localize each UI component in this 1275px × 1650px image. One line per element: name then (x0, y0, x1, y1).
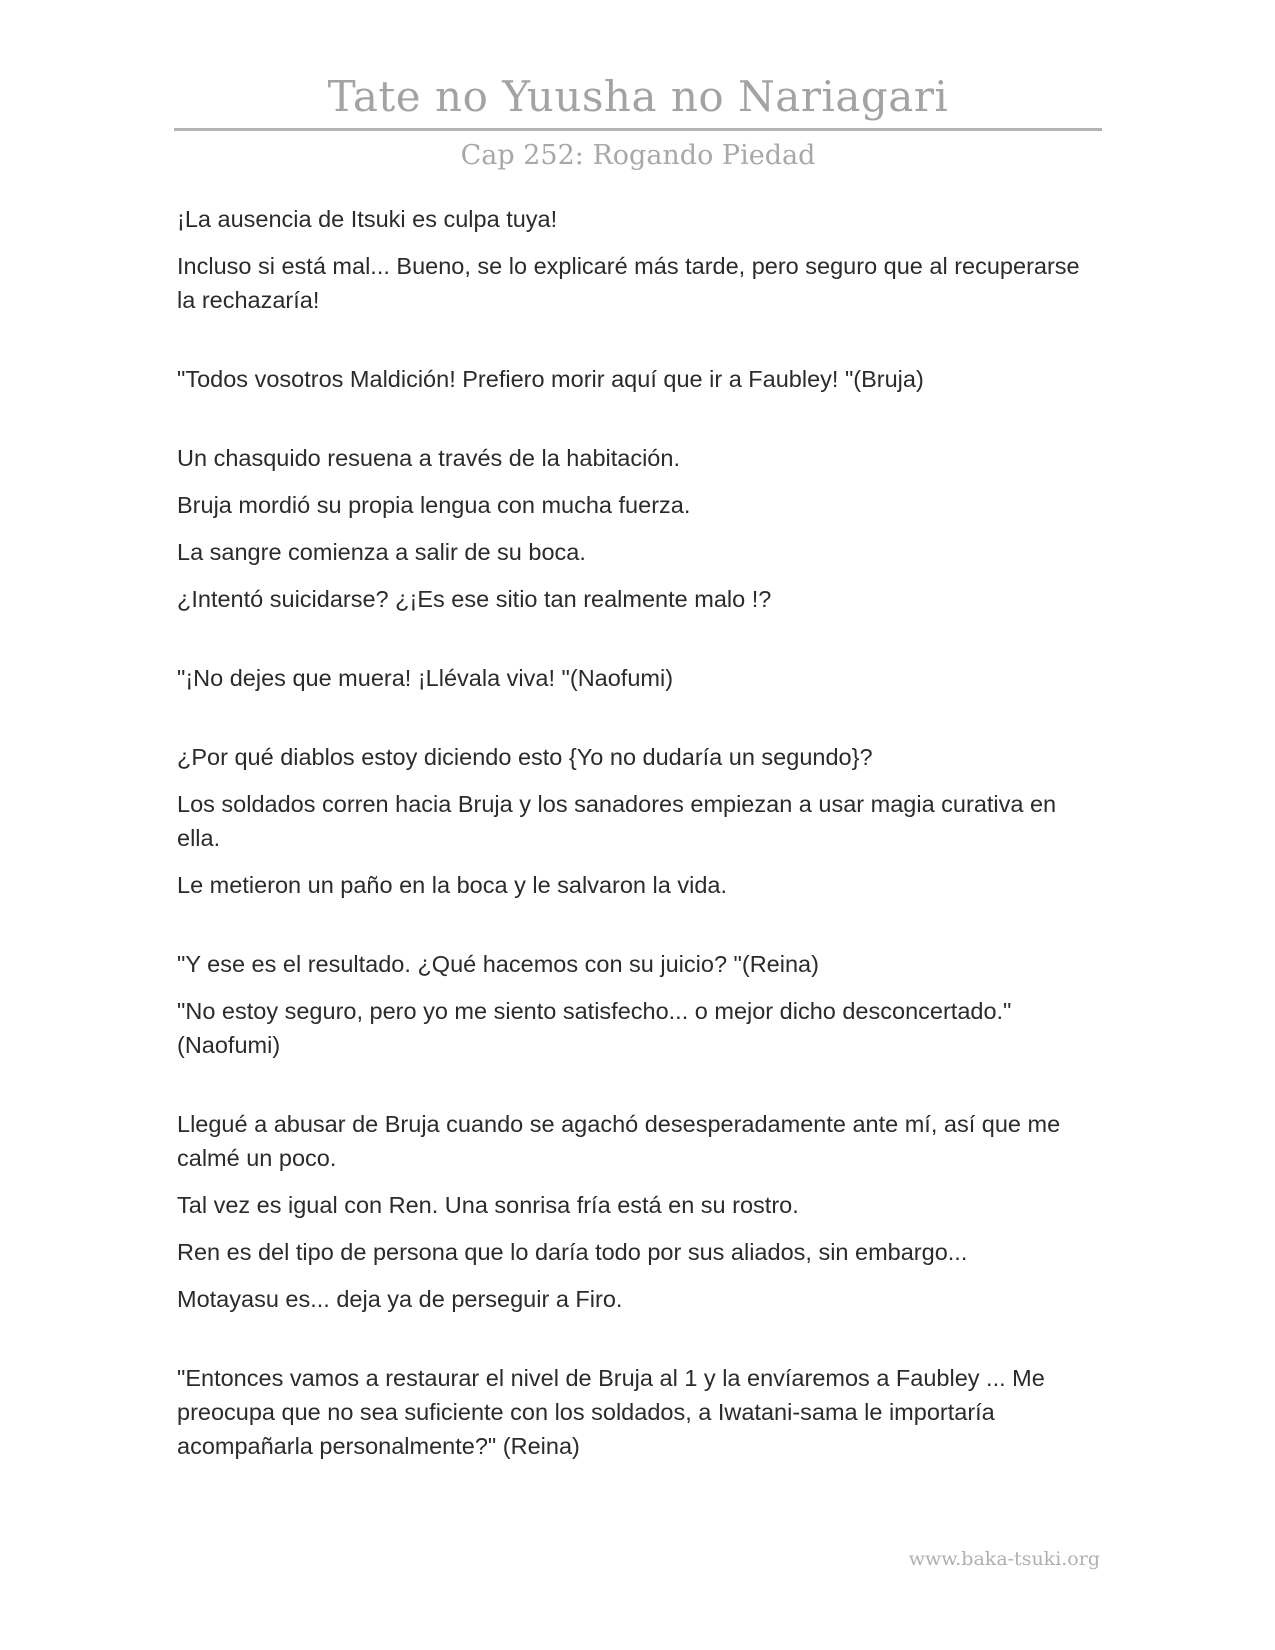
paragraph: "¡No dejes que muera! ¡Llévala viva! "(Naofumi) (177, 665, 674, 691)
chapter-body (177, 202, 1097, 1476)
paragraph: "No estoy seguro, pero yo me siento satisfecho... o mejor dicho desconcertado." (Naofumi) (177, 998, 1012, 1058)
page-header (174, 68, 1102, 177)
paragraph: "Entonces vamos a restaurar el nivel de Bruja al 1 y la envíaremos a Faubley ... Me preocupa que no sea suficiente con los soldados, a Iwatani-sama le importaría acompañarla personalmente?" (Reina) (177, 1365, 1045, 1459)
paragraph: Tal vez es igual con Ren. Una sonrisa fría está en su rostro. (177, 1192, 799, 1218)
paragraph: "Y ese es el resultado. ¿Qué hacemos con su juicio? "(Reina) (177, 951, 819, 977)
paragraph: "Todos vosotros Maldición! Prefiero morir aquí que ir a Faubley! "(Bruja) (177, 366, 924, 392)
paragraph: Incluso si está mal... Bueno, se lo explicaré más tarde, pero seguro que al recuperarse la rechazaría! (177, 253, 1080, 313)
paragraph: La sangre comienza a salir de su boca. (177, 539, 586, 565)
paragraph: Un chasquido resuena a través de la habitación. (177, 445, 680, 471)
paragraph: Los soldados corren hacia Bruja y los sanadores empiezan a usar magia curativa en ella. (177, 791, 1057, 851)
paragraph: Motayasu es... deja ya de perseguir a Firo. (177, 1286, 623, 1312)
paragraph: Bruja mordió su propia lengua con mucha fuerza. (177, 492, 691, 518)
paragraph: Le metieron un paño en la boca y le salvaron la vida. (177, 872, 727, 898)
paragraph: ¿Intentó suicidarse? ¿¡Es ese sitio tan realmente malo !? (177, 586, 772, 612)
page-title: Tate no Yuusha no Nariagari (327, 72, 949, 121)
paragraph: Llegué a abusar de Bruja cuando se agachó desesperadamente ante mí, así que me calmé un poco. (177, 1111, 1061, 1171)
chapter-subtitle: Cap 252: Rogando Piedad (460, 140, 816, 171)
site-watermark: www.baka-tsuki.org (908, 1548, 1100, 1570)
paragraph: ¿Por qué diablos estoy diciendo esto {Yo no dudaría un segundo}? (177, 744, 873, 770)
title-divider (174, 128, 1102, 131)
paragraph: ¡La ausencia de Itsuki es culpa tuya! (177, 206, 558, 232)
paragraph: Ren es del tipo de persona que lo daría todo por sus aliados, sin embargo... (177, 1239, 968, 1265)
